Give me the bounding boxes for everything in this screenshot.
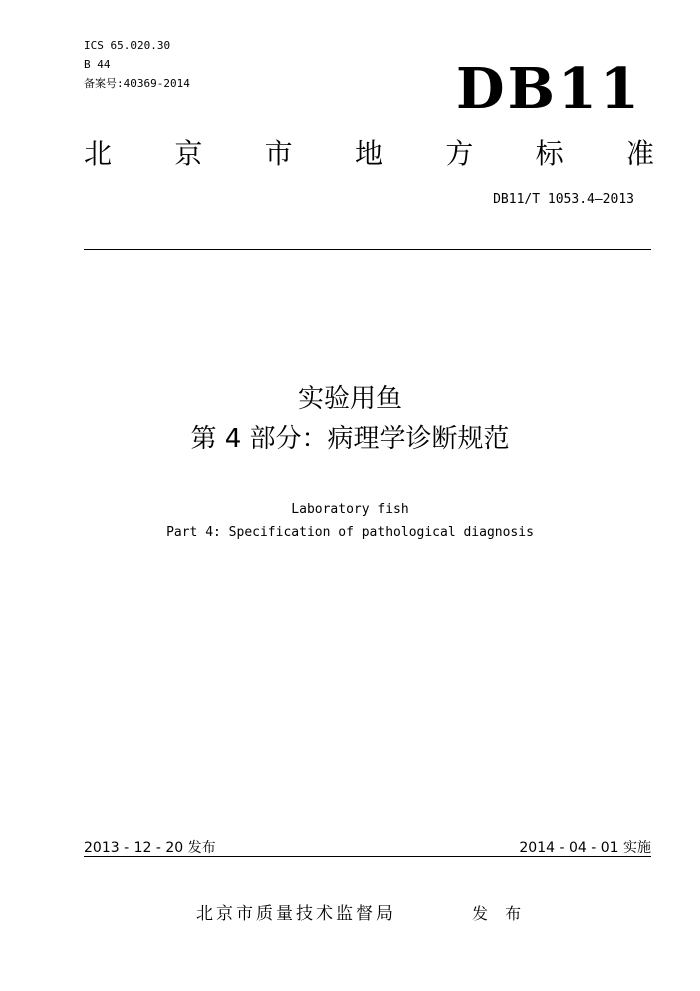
document-title-cn-line1: 实验用鱼 [297,384,402,414]
issue-date: 2013 - 12 - 20 发布 [84,840,216,856]
standard-number: DB11/T 1053.4—2013 [493,192,634,207]
standard-type-char: 方 [445,137,474,170]
record-number: 备案号:40369-2014 [84,77,190,90]
document-title-en-line1: Laboratory fish [291,502,409,517]
standard-type-char: 市 [264,137,293,170]
issuing-authority: 北京市质量技术监督局 [196,904,396,924]
standard-type-char: 标 [535,137,564,170]
header-divider [84,249,651,250]
ics-code: ICS 65.020.30 [84,39,171,52]
issue-label: 发 布 [472,904,528,923]
document-title-cn-line2: 第 4 部分：病理学诊断规范 [190,424,510,454]
standard-type-char: 京 [174,137,203,170]
standard-type-char: 北 [84,137,113,170]
footer-divider [84,856,651,857]
standard-type-char: 地 [354,137,383,170]
implementation-date: 2014 - 04 - 01 实施 [519,840,651,856]
db11-logo: DB11 [456,56,642,122]
classification-codes [84,36,190,93]
standard-type-char: 准 [625,137,654,170]
document-title-en-line2: Part 4: Specification of pathological diagnosis [166,525,534,540]
standard-type-title [84,136,654,172]
ccs-code: B 44 [84,58,111,71]
